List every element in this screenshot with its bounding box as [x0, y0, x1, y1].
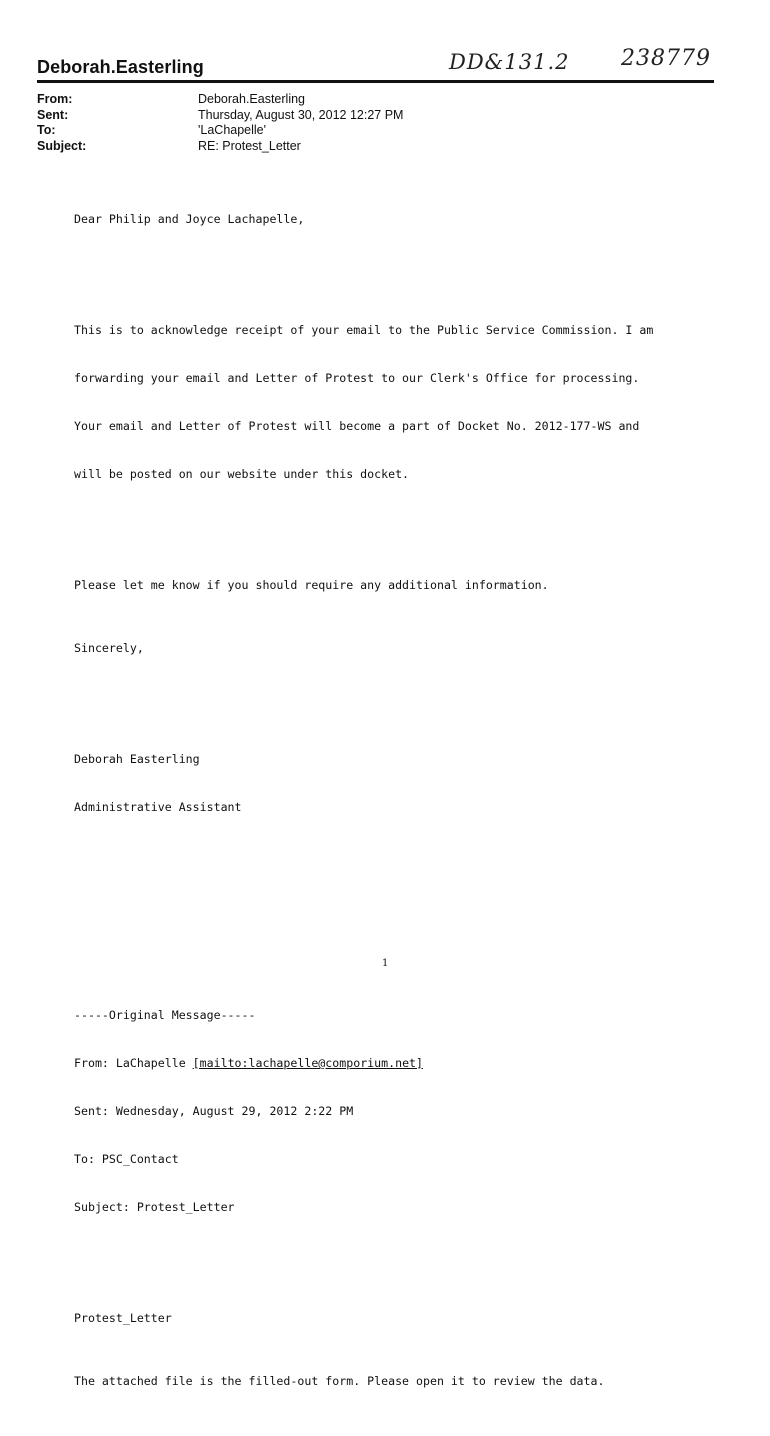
from-value: Deborah.Easterling — [198, 92, 306, 106]
signature-block — [74, 719, 694, 847]
mailto-link[interactable]: [mailto:lachapelle@comporium.net] — [192, 1056, 424, 1070]
paragraph-line: will be posted on our website under this docket. — [74, 467, 410, 481]
original-to-line: To: PSC_Contact — [74, 1152, 179, 1166]
spacer — [74, 910, 694, 927]
original-message-header — [74, 975, 694, 1247]
paragraph-line: forwarding your email and Letter of Protest to our Clerk's Office for processing. — [74, 371, 640, 385]
original-subject-line: Subject: Protest_Letter — [74, 1200, 235, 1214]
greeting: Dear Philip and Joyce Lachapelle, — [74, 212, 305, 226]
sender-title-bar — [37, 46, 714, 83]
handwritten-docket-annotation: DD&131.2 — [449, 50, 570, 74]
header-row-subject — [37, 139, 537, 155]
to-value: 'LaChapelle' — [198, 123, 267, 137]
sent-value: Thursday, August 30, 2012 12:27 PM — [198, 107, 404, 122]
to-label: To: — [37, 123, 56, 137]
original-from-line — [74, 1055, 694, 1071]
info-request-paragraph: Please let me know if you should require any additional information. — [74, 578, 549, 592]
acknowledgement-paragraph — [74, 290, 694, 514]
original-from-text: From: LaChapelle — [74, 1056, 193, 1070]
sender-name-heading: Deborah.Easterling — [37, 57, 204, 77]
email-header-fields — [37, 92, 537, 154]
paragraph-line: Your email and Letter of Protest will become a part of Docket No. 2012-177-WS and — [74, 419, 640, 433]
header-row-sent — [37, 108, 537, 124]
closing: Sincerely, — [74, 641, 144, 655]
header-row-from — [37, 92, 537, 108]
original-body-text: The attached file is the filled-out form. Please open it to review the data. — [74, 1374, 605, 1388]
signature-name: Deborah Easterling — [74, 752, 200, 766]
handwritten-document-number: 238779 — [621, 46, 711, 71]
subject-label: Subject: — [37, 138, 87, 153]
from-label: From: — [37, 92, 73, 106]
original-sent-line: Sent: Wednesday, August 29, 2012 2:22 PM — [74, 1104, 354, 1118]
email-body — [74, 179, 694, 1436]
original-message-separator: -----Original Message----- — [74, 1008, 256, 1022]
signature-title: Administrative Assistant — [74, 800, 242, 814]
page-number: 1 — [382, 958, 389, 969]
paragraph-line: This is to acknowledge receipt of your email to the Public Service Commission. I am — [74, 323, 654, 337]
header-row-to — [37, 123, 537, 139]
subject-value: RE: Protest_Letter — [198, 138, 301, 153]
sent-label: Sent: — [37, 107, 69, 122]
original-body-title: Protest_Letter — [74, 1311, 172, 1325]
